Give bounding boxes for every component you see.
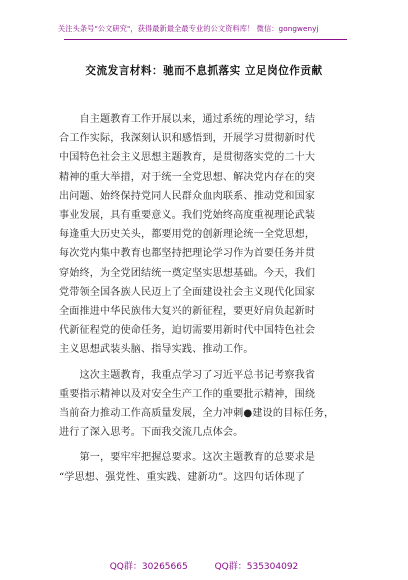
text-line: 主义思想武装头脑、指导实践、推动工作。 <box>59 344 254 356</box>
header-notice: 关注头条号"公文研究"，获得最新最全最专业的公文资料库！ 微信：gongwenyj <box>58 24 319 33</box>
text-line: 党带领全国各族人民迈上了全面建设社会主义现代化国家 <box>59 286 316 298</box>
text-line: “学思想、强党性、重实践、建新功”。这四句话体现了 <box>59 471 306 483</box>
text-line: 这次主题教育，我重点学习了习近平总书记考察我省 <box>59 369 316 381</box>
text-line: 第一，要牢牢把握总要求。这次主题教育的总要求是 <box>59 452 316 464</box>
text-line: 进行了深入思考。下面我交流几点体会。 <box>59 427 244 439</box>
header-divider <box>64 39 347 40</box>
text-line: 穿始终，为全党团结统一奠定坚实思想基础。今天，我们 <box>59 267 316 279</box>
document-title: 交流发言材料：驰而不息抓落实 立足岗位作贡献 <box>85 65 323 77</box>
text-line: 自主题教育工作开展以来，通过系统的理论学习，结 <box>59 114 316 125</box>
text-line: 全面推进中华民族伟大复兴的新征程，要更好肩负起新时 <box>59 306 316 318</box>
text-line: 出问题、始终保持党同人民群众血肉联系、推动党和国家 <box>59 190 316 202</box>
footer-qq-group-2: QQ群：535304092 <box>214 562 299 572</box>
text-line: 中国特色社会主义思想主题教育，是贯彻落实党的二十大 <box>59 152 316 164</box>
text-line: 代新征程党的使命任务，迫切需要用新时代中国特色社会 <box>59 325 316 337</box>
text-line: 重要指示精神以及对安全生产工作的重要批示精神，围绕 <box>59 388 316 400</box>
text-line: 合工作实际，我深刻认识和感悟到，开展学习贯彻新时代 <box>59 133 316 145</box>
paragraph-1 <box>59 110 349 360</box>
paragraph-3 <box>59 448 349 486</box>
text-line: 每逢重大历史关头，都要用党的创新理论统一全党思想， <box>59 229 316 241</box>
text-line: 精神的重大举措，对于统一全党思想、解决党内存在的突 <box>59 171 316 183</box>
footer-qq-group-1: QQ群：30265665 <box>109 562 188 572</box>
paragraph-2 <box>59 366 349 443</box>
text-line: 事业发展，具有重要意义。我们党始终高度重视理论武装 <box>59 210 316 222</box>
text-line: 每次党内集中教育也都坚持把理论学习作为首要任务并贯 <box>59 248 316 260</box>
document-body <box>59 110 349 493</box>
footer-contact <box>0 559 408 572</box>
text-line: 当前奋力推动工作高质量发展，全力冲刺●建设的目标任务， <box>59 408 335 420</box>
